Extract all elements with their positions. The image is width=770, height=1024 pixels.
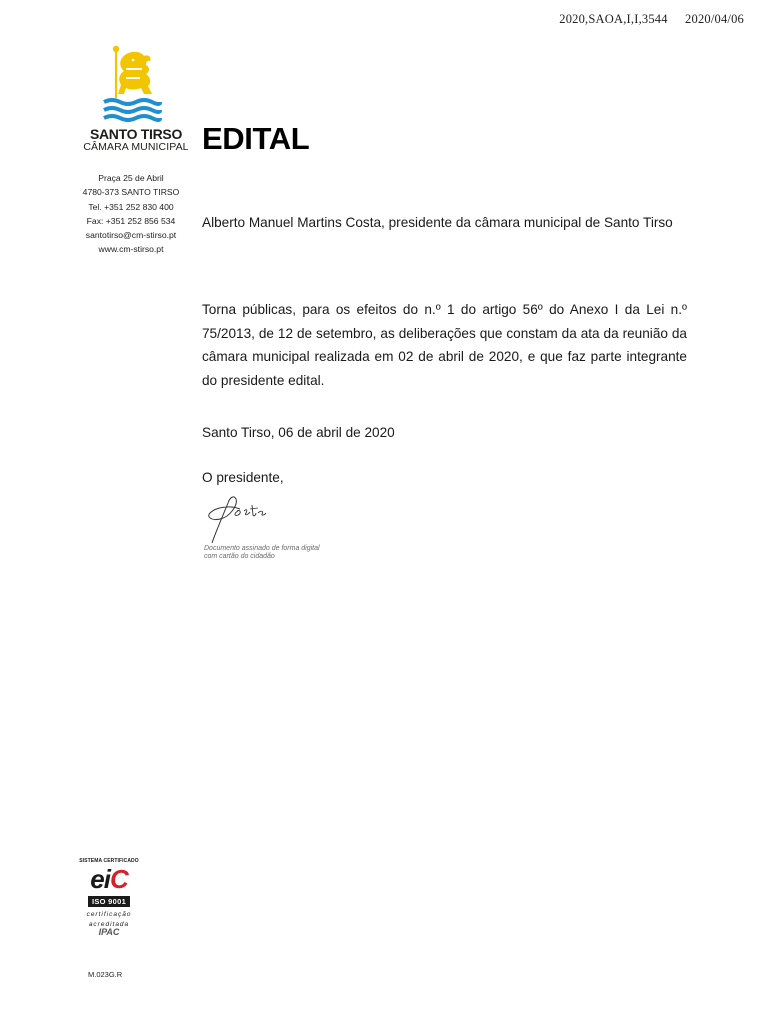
signature-note-line1: Documento assinado de forma digital bbox=[204, 545, 320, 552]
paragraph-place-date: Santo Tirso, 06 de abril de 2020 bbox=[202, 425, 395, 440]
form-code: M.023G.R bbox=[88, 970, 123, 979]
address-website: www.cm-stirso.pt bbox=[98, 244, 164, 255]
reference-number: 2020,SAOA,I,I,3544 bbox=[559, 12, 668, 26]
reference-date: 2020/04/06 bbox=[685, 12, 744, 26]
paragraph-issuer: Alberto Manuel Martins Costa, presidente da câmara municipal de Santo Tirso bbox=[202, 215, 673, 230]
handwritten-signature bbox=[204, 491, 270, 547]
organization-name-line2: CÂMARA MUNICIPAL bbox=[83, 141, 189, 154]
organization-name-line1: SANTO TIRSO bbox=[89, 126, 183, 142]
accredited-certification-line1: certificação bbox=[86, 911, 132, 918]
organization-name bbox=[80, 127, 192, 154]
digital-signature-note bbox=[204, 545, 320, 561]
address-postal: 4780-373 SANTO TIRSO bbox=[82, 187, 180, 198]
eic-logo-c: C bbox=[109, 864, 128, 894]
eic-logo bbox=[76, 864, 142, 894]
contact-address bbox=[68, 171, 194, 257]
lion-crest-logo bbox=[100, 44, 162, 132]
paragraph-announcement: Torna públicas, para os efeitos do n.º 1 do artigo 56º do Anexo I da Lei n.º 75/2013, de 12 de setembro, as deliberações que constam da ata da reunião da câmara municipal realizada em 02 de abril de 2020, e que faz parte integrante do presidente edital. bbox=[202, 302, 687, 388]
signature-note-line2: com cartão do cidadão bbox=[204, 553, 275, 560]
document-reference bbox=[559, 12, 744, 27]
document-title: EDITAL bbox=[202, 121, 310, 156]
iso-9001-label: ISO 9001 bbox=[88, 896, 130, 907]
address-phone: Tel. +351 252 830 400 bbox=[88, 201, 174, 212]
paragraph-signatory: O presidente, bbox=[202, 470, 284, 485]
address-email: santotirso@cm-stirso.pt bbox=[85, 230, 177, 241]
certification-system-label: SISTEMA CERTIFICADO bbox=[79, 858, 139, 864]
address-street: Praça 25 de Abril bbox=[98, 173, 164, 183]
eic-logo-ei: ei bbox=[90, 864, 110, 894]
ipac-logo: IPAC bbox=[98, 927, 120, 937]
address-fax: Fax: +351 252 856 534 bbox=[86, 215, 176, 226]
certification-badge bbox=[76, 858, 142, 937]
accredited-certification-line2: acreditada bbox=[88, 920, 130, 928]
